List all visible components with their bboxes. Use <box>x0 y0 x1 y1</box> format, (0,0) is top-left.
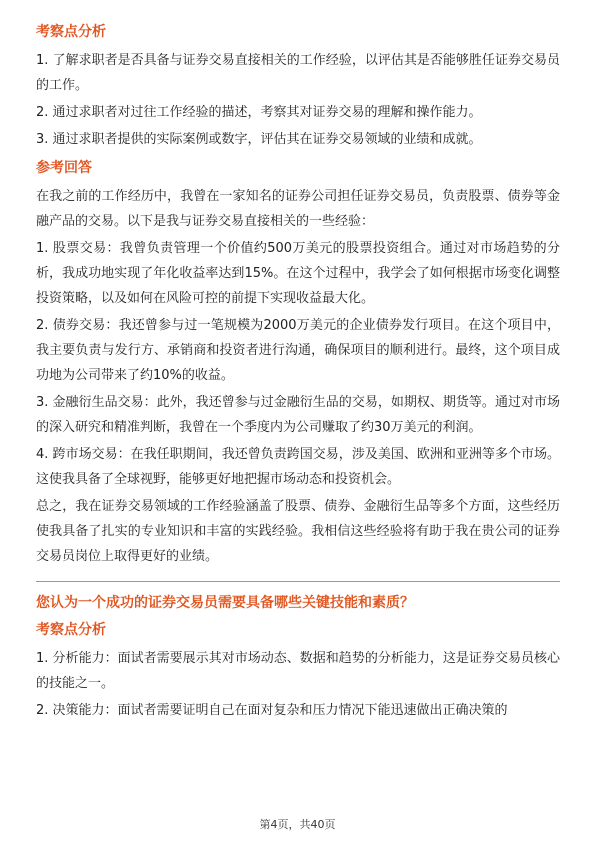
section-heading-analysis-2: 考察点分析 <box>36 622 106 638</box>
analysis-point-3: 3. 通过求职者提供的实际案例或数字，评估其在证券交易领域的业绩和成就。 <box>36 132 482 147</box>
document-page <box>36 22 560 725</box>
answer-intro: 在我之前的工作经历中，我曾在一家知名的证券公司担任证券交易员，负责股票、债券等金融产品的交易。以下是我与证券交易直接相关的一些经验： <box>36 189 560 229</box>
answer-item-stock: 1. 股票交易：我曾负责管理一个价值约500万美元的股票投资组合。通过对市场趋势的分析，我成功地实现了年化收益率达到15%。在这个过程中，我学会了如何根据市场变化调整投资策略，以及如何在风险可控的前提下实现收益最大化。 <box>36 241 560 306</box>
analysis-point-q2-1: 1. 分析能力：面试者需要展示其对市场动态、数据和趋势的分析能力，这是证券交易员核心的技能之一。 <box>36 651 560 691</box>
section-heading-reference-answer: 参考回答 <box>36 160 92 176</box>
analysis-point-2: 2. 通过求职者对过往工作经验的描述，考察其对证券交易的理解和操作能力。 <box>36 105 482 120</box>
question-title: 您认为一个成功的证券交易员需要具备哪些关键技能和素质？ <box>36 595 414 611</box>
page-number: 第4页，共40页 <box>259 818 336 831</box>
answer-conclusion: 总之，我在证券交易领域的工作经验涵盖了股票、债券、金融衍生品等多个方面，这些经历使我具备了扎实的专业知识和丰富的实践经验。我相信这些经验将有助于我在贵公司的证券交易员岗位上取得更好的业绩。 <box>36 499 560 564</box>
section-heading-analysis: 考察点分析 <box>36 24 106 40</box>
analysis-point-q2-2: 2. 决策能力：面试者需要证明自己在面对复杂和压力情况下能迅速做出正确决策的 <box>36 703 508 718</box>
answer-item-cross-market: 4. 跨市场交易：在我任职期间，我还曾负责跨国交易，涉及美国、欧洲和亚洲等多个市场。这使我具备了全球视野，能够更好地把握市场动态和投资机会。 <box>36 447 560 487</box>
analysis-point-1: 1. 了解求职者是否具备与证券交易直接相关的工作经验，以评估其是否能够胜任证券交易员的工作。 <box>36 53 560 93</box>
section-divider <box>36 581 560 582</box>
answer-item-derivatives: 3. 金融衍生品交易：此外，我还曾参与过金融衍生品的交易，如期权、期货等。通过对市场的深入研究和精准判断，我曾在一个季度内为公司赚取了约30万美元的利润。 <box>36 395 560 435</box>
answer-item-bond: 2. 债券交易：我还曾参与过一笔规模为2000万美元的企业债券发行项目。在这个项目中，我主要负责与发行方、承销商和投资者进行沟通，确保项目的顺利进行。最终，这个项目成功地为公司带来了约10%的收益。 <box>36 318 560 383</box>
